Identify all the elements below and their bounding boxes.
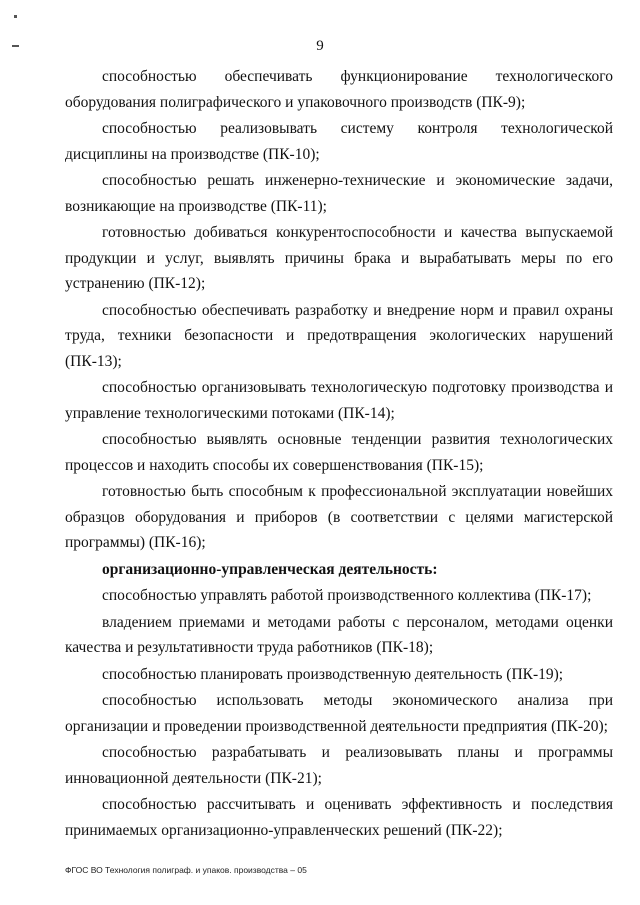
scan-mark — [14, 15, 17, 18]
document-body — [65, 64, 613, 844]
paragraph: способностью обеспечивать функционирование технологического оборудования полиграфического и упаковочного производств (ПК-9); — [65, 68, 613, 111]
paragraph: способностью управлять работой производственного коллектива (ПК-17); — [102, 587, 592, 604]
paragraph: способностью обеспечивать разработку и внедрение норм и правил охраны труда, техники безопасности и предотвращения экологических нарушений (ПК-13); — [65, 301, 613, 370]
paragraph: готовностью добиваться конкурентоспособности и качества выпускаемой продукции и услуг, выявлять причины брака и вырабатывать меры по его устранению (ПК-12); — [65, 224, 613, 292]
paragraph: способностью организовывать технологическую подготовку производства и управление технологическими потоками (ПК-14); — [65, 379, 613, 422]
paragraph: готовностью быть способным к профессиональной эксплуатации новейших образцов оборудования и приборов (в соответствии с целями магистерской программы) (ПК-16); — [65, 483, 613, 551]
paragraph: способностью реализовывать систему контроля технологической дисциплины на производстве (ПК-10); — [65, 120, 613, 163]
paragraph: способностью рассчитывать и оценивать эффективность и последствия принимаемых организационно-управленческих решений (ПК-22); — [65, 796, 613, 839]
page-footer: ФГОС ВО Технология полиграф. и упаков. производства – 05 — [65, 865, 307, 875]
page-number: 9 — [316, 38, 324, 54]
paragraph: способностью разрабатывать и реализовывать планы и программы инновационной деятельности (ПК-21); — [65, 744, 613, 787]
paragraph: способностью выявлять основные тенденции развития технологических процессов и находить способы их совершенствования (ПК-15); — [65, 431, 613, 474]
section-heading: организационно-управленческая деятельность: — [102, 560, 438, 578]
paragraph: владением приемами и методами работы с персоналом, методами оценки качества и результативности труда работников (ПК-18); — [65, 613, 613, 656]
paragraph: способностью планировать производственную деятельность (ПК-19); — [102, 665, 564, 683]
paragraph: способностью использовать методы экономического анализа при организации и проведении производственной деятельности предприятия (ПК-20); — [65, 692, 613, 735]
paragraph: способностью решать инженерно-технические и экономические задачи, возникающие на производстве (ПК-11); — [65, 172, 613, 215]
